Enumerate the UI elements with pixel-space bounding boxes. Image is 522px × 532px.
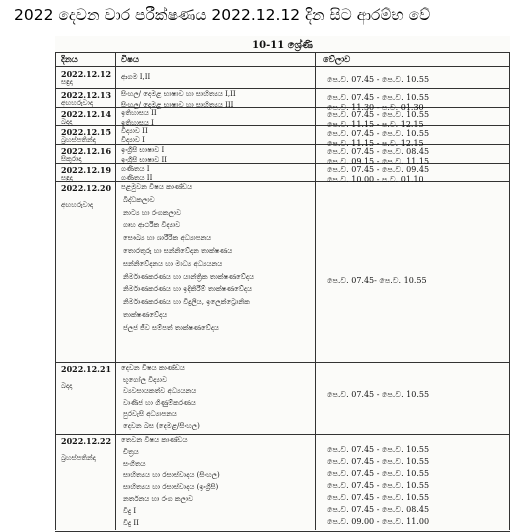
row-day: බදාදා (61, 382, 73, 390)
table-border-top (55, 52, 510, 53)
row-day: බ්‍රහස්පතින්දා (61, 454, 96, 462)
row-day: සිකුරාදා (61, 155, 82, 163)
row-subject: නිර්මාණකරණය හා යාන්ත්‍රික තාක්ෂණවේදය (123, 272, 255, 281)
row-subject: ගෘහ ආර්ථික විද්‍යාව (123, 221, 181, 230)
row-day: අඟහරුවාදා (61, 201, 94, 209)
row-subject: දෙවන විෂය කාණ්ඩය (121, 364, 185, 372)
row-divider (55, 434, 510, 435)
row-subject: නාට්‍ය හා රංගකලාව (123, 208, 182, 217)
row-time: පෙ.ව. 07.45 - පෙ.ව. 10.55 (327, 457, 430, 466)
row-subject: සංගීතය (123, 459, 146, 468)
row-subject: වාණිජ හා ගිණුම්කරණය (123, 398, 196, 407)
row-time: පෙ.ව. 07.45 - පෙ.ව. 08.45 (327, 147, 430, 156)
row-subject: සාහිත්‍යය හා රසාස්වාදය (සිංහල) (123, 471, 220, 480)
row-subject: පුරවැසි අධ්‍යාපනය (123, 410, 177, 419)
row-day: අඟහරුවාදා (61, 99, 94, 107)
row-time: පෙ.ව. 07.45 - පෙ.ව. 10.55 (327, 493, 430, 502)
row-subject: සාහිත්‍යය හා රසාස්වාදය (ඉංග්‍රීසි) (123, 483, 219, 492)
row-time: පෙ.ව. 09.00 - පෙ.ව. 11.00 (327, 517, 430, 526)
row-time: පෙ.ව. 11.15 - ප.ව. 12.15 (327, 120, 424, 129)
row-subject: වීදු I (123, 506, 137, 515)
row-time: පෙ.ව. 07.45 - පෙ.ව. 10.55 (327, 390, 430, 399)
row-time: පෙ.ව. 07.45 - පෙ.ව. 10.55 (327, 110, 430, 119)
row-subject: සිංහල/ දෙමළ භාෂාව හා සාහිත්‍යය III (121, 101, 234, 109)
row-time: පෙ.ව. 07.45 - පෙ.ව. 10.55 (327, 445, 430, 454)
row-date: 2022.12.16 (61, 146, 112, 156)
header-time: වේලාව (323, 55, 351, 65)
row-subject: විද්‍යාව I (121, 136, 145, 144)
row-time: පෙ.ව. 09.15 - පෙ.ව. 11.15 (327, 157, 430, 166)
row-subject: තොරතුරු හා සන්නිවේදන තාක්ෂණය (123, 247, 233, 255)
row-subject: ඉතිහාසය II (121, 109, 157, 117)
page-title: 2022 දෙවන වාර පරීක්ෂණය 2022.12.12 දින සිට ආරම්භ වේ (14, 6, 431, 24)
row-subject: ජලජ ජීව සම්පත් තාක්ෂණවේදය (123, 323, 219, 332)
row-time: පෙ.ව. 07.45- පෙ.ව. 10.55 (327, 276, 427, 285)
row-subject: විද්‍යාව II (121, 127, 148, 135)
row-day: සඳුදා (61, 174, 73, 182)
row-subject: ඉංග්‍රීසි භාෂාව II (121, 156, 168, 164)
row-time: පෙ.ව. 07.45 - පෙ.ව. 10.55 (327, 93, 430, 102)
table-border-left (55, 52, 56, 530)
row-time: පෙ.ව. 07.45 - පෙ.ව. 10.55 (327, 129, 430, 138)
row-subject: ආගම I,II (121, 73, 151, 81)
table-border-right (509, 52, 510, 530)
row-day: බදාදා (61, 118, 73, 126)
row-subject: ඉතිහාසය I (121, 119, 154, 127)
header-subject: විෂය (121, 55, 139, 65)
row-subject: සෞඛ්‍ය හා ශාරීරික අධ්‍යාපනය (123, 234, 212, 243)
row-subject: තෙවන විෂය කාණ්ඩය (121, 436, 188, 444)
row-subject: තාක්ෂණවේදය (123, 311, 168, 319)
row-subject: ව්‍යවසායකත්ව අධ්‍යයනය (123, 387, 197, 396)
row-time: පෙ.ව. 11.15 - ප.ව. 12.15 (327, 139, 424, 148)
row-time: පෙ.ව. 07.45 - පෙ.ව. 08.45 (327, 505, 430, 514)
row-subject: බිද්ධකලාව (123, 195, 155, 204)
row-date: 2022.12.22 (61, 436, 112, 446)
row-subject: සිංහල/ දෙමළ භාෂාව හා සාහිත්‍යය I,II (121, 90, 236, 98)
row-subject: ගණිතය II (121, 174, 153, 182)
row-time: පෙ.ව. 10.00 - ප.ව. 01.10 (327, 175, 424, 184)
row-date: 2022.12.13 (61, 90, 112, 100)
row-time: පෙ.ව. 11.30 - ප.ව. 01.30 (327, 103, 424, 112)
row-day: සඳුදා (61, 78, 73, 86)
column-divider (315, 52, 316, 530)
column-divider (115, 52, 116, 530)
row-date: 2022.12.19 (61, 165, 112, 175)
row-subject: සන්නිවේදනය හා මාධ්‍ය අධ්‍යයනය (123, 259, 223, 268)
exam-timetable (55, 36, 510, 530)
row-subject: නර්තනය හා රංග කලාව (123, 495, 194, 503)
row-time: පෙ.ව. 07.45 - පෙ.ව. 10.55 (327, 75, 430, 84)
row-time: පෙ.ව. 07.45 - පෙ.ව. 10.55 (327, 481, 430, 490)
header-divider (55, 66, 510, 67)
row-date: 2022.12.15 (61, 127, 112, 137)
row-subject: වීදු II (123, 518, 139, 527)
row-subject: දෙවන බස (දෙමළ/සිංහල) (123, 422, 200, 430)
row-day: බ්‍රහස්පතින්දා (61, 136, 96, 144)
row-date: 2022.12.20 (61, 183, 112, 193)
row-subject: නිර්මාණකරණය හා විදුලිය, ඉලෙක්ට්‍රොනික (123, 298, 250, 307)
row-date: 2022.12.21 (61, 364, 112, 374)
row-divider (55, 362, 510, 363)
row-divider (55, 88, 510, 89)
row-date: 2022.12.12 (61, 69, 112, 79)
row-subject: ඉංග්‍රීසි භාෂාව I (121, 146, 165, 154)
grade-heading: 10-11 ශ්‍රේණි (252, 40, 313, 51)
row-subject: නිර්මාණකරණය හා ඉදිකිරීම් තාක්ෂණවේදය (123, 285, 253, 294)
row-subject: පළමුවන විෂය කාණ්ඩය (121, 183, 193, 191)
row-date: 2022.12.14 (61, 109, 112, 119)
row-subject: ගණිතය I (121, 165, 150, 173)
row-time: පෙ.ව. 07.45 - පෙ.ව. 10.55 (327, 469, 430, 478)
row-time: පෙ.ව. 07.45 - පෙ.ව. 09.45 (327, 165, 430, 174)
row-subject: චිත්‍රය (123, 447, 139, 456)
row-subject: භූගෝල විද්‍යාව (123, 375, 168, 384)
header-day: දිනය (61, 55, 78, 65)
